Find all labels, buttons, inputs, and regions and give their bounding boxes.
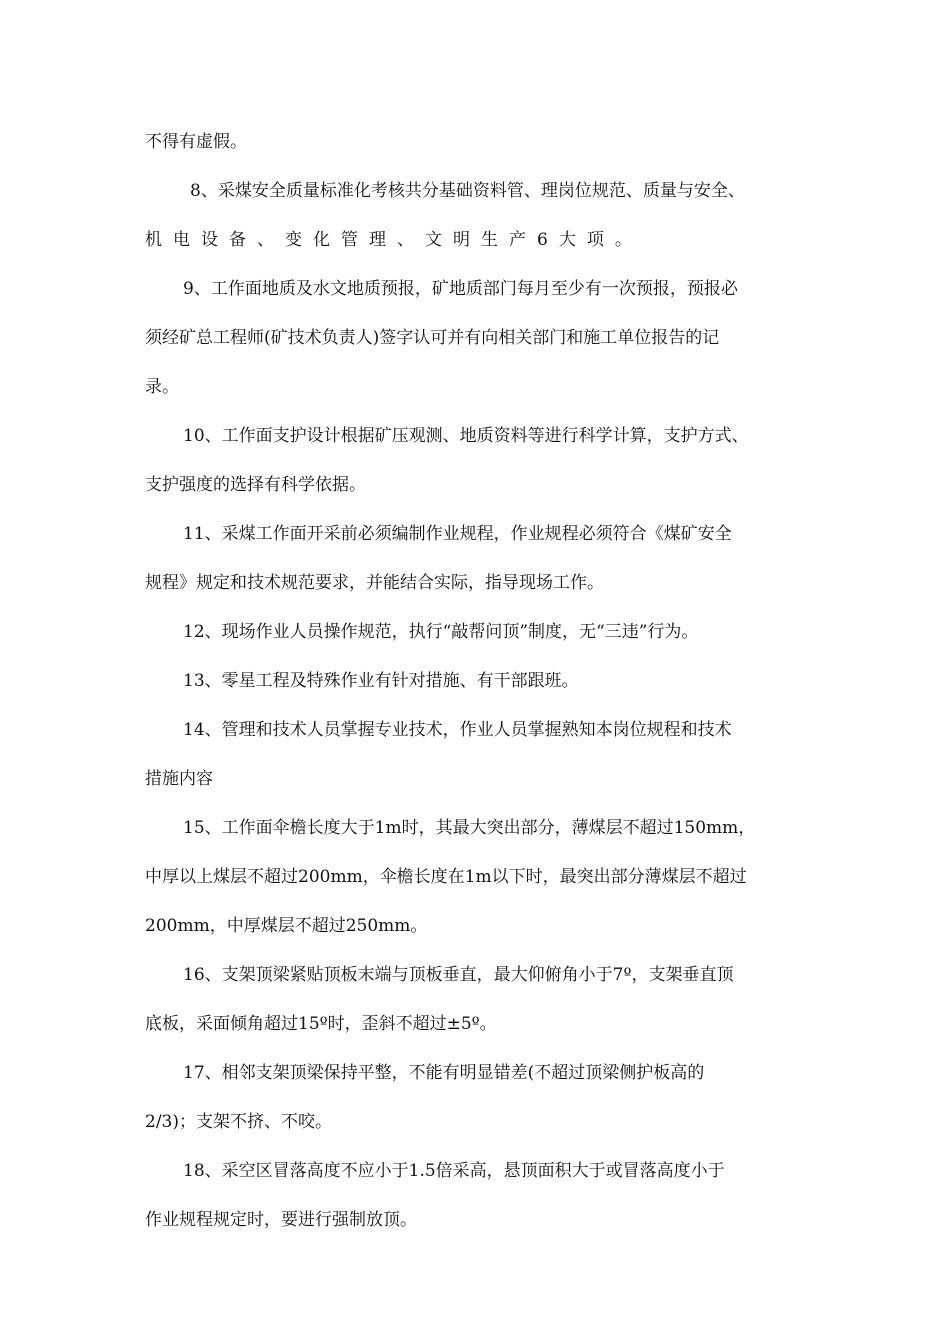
text-line: 不得有虚假。: [145, 132, 247, 152]
paragraph-item-9: [145, 265, 805, 412]
paragraph-item-10: [145, 412, 805, 510]
text-line: 10、工作面支护设计根据矿压观测、地质资料等进行科学计算，支护方式、: [183, 426, 749, 446]
text-line: 16、支架顶梁紧贴顶板末端与顶板垂直，最大仰俯角小于7º，支架垂直顶: [183, 965, 734, 985]
paragraph-item-14: [145, 706, 805, 804]
paragraph-item-16: [145, 951, 805, 1049]
text-line: 机电设备、变化管理、文明生产6大项。: [145, 230, 643, 250]
text-line: 中厚以上煤层不超过200mm，伞檐长度在1m以下时，最突出部分薄煤层不超过: [145, 867, 747, 887]
text-line: 200mm，中厚煤层不超过250mm。: [145, 916, 428, 936]
text-line: 支护强度的选择有科学依据。: [145, 475, 366, 495]
text-line: 作业规程规定时，要进行强制放顶。: [145, 1210, 417, 1230]
document-body: [145, 118, 805, 1245]
paragraph-item-8: [145, 167, 805, 265]
paragraph-item-12: [145, 608, 805, 657]
text-line: 须经矿总工程师(矿技术负责人)签字认可并有向相关部门和施工单位报告的记: [145, 328, 720, 348]
text-line: 17、相邻支架顶梁保持平整，不能有明显错差(不超过顶梁侧护板高的: [183, 1063, 705, 1083]
text-line: 13、零星工程及特殊作业有针对措施、有干部跟班。: [183, 671, 579, 691]
text-line: 录。: [145, 377, 179, 397]
text-line: 措施内容: [145, 769, 213, 789]
paragraph-item-15: [145, 804, 805, 951]
text-line: 9、工作面地质及水文地质预报，矿地质部门每月至少有一次预报，预报必: [183, 279, 738, 299]
text-line: 15、工作面伞檐长度大于1m时，其最大突出部分，薄煤层不超过150mm，: [183, 818, 756, 838]
paragraph-item-17: [145, 1049, 805, 1147]
text-line: 规程》规定和技术规范要求，并能结合实际，指导现场工作。: [145, 573, 604, 593]
text-line: 14、管理和技术人员掌握专业技术，作业人员掌握熟知本岗位规程和技术: [183, 720, 732, 740]
paragraph-continuation: [145, 118, 805, 167]
paragraph-item-18: [145, 1147, 805, 1245]
text-line: 12、现场作业人员操作规范，执行“敲帮问顶”制度，无“三违”行为。: [183, 622, 699, 642]
text-line: 8、采煤安全质量标准化考核共分基础资料管、理岗位规范、质量与安全、: [190, 181, 745, 201]
text-line: 底板，采面倾角超过15º时，歪斜不超过±5º。: [145, 1014, 497, 1034]
text-line: 11、采煤工作面开采前必须编制作业规程，作业规程必须符合《煤矿安全: [183, 524, 732, 544]
text-line: 2/3)；支架不挤、不咬。: [145, 1112, 332, 1132]
paragraph-item-11: [145, 510, 805, 608]
text-line: 18、采空区冒落高度不应小于1.5倍采高，悬顶面积大于或冒落高度小于: [183, 1161, 725, 1181]
paragraph-item-13: [145, 657, 805, 706]
